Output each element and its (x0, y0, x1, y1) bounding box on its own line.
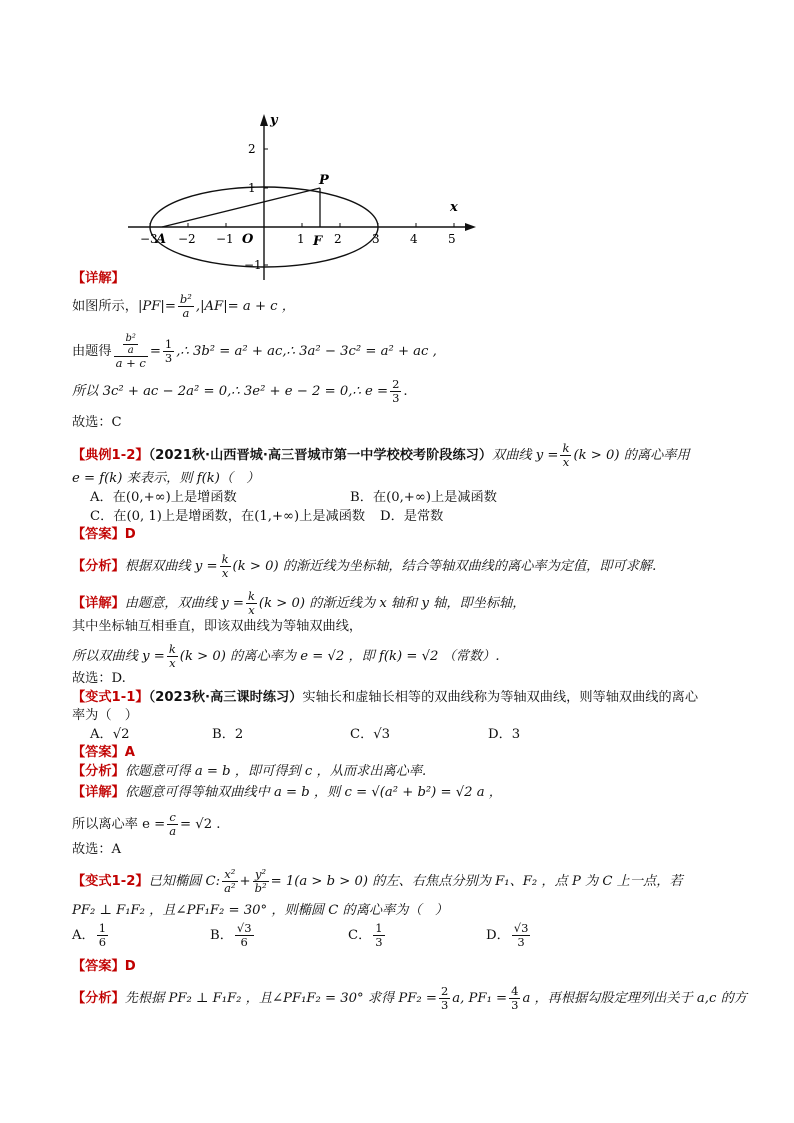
detail-line: 所以双曲线 y = $\frac{k}{x}$ (k > 0) 的离心率为 e = √2 ，即 f(k) = √2 （常数）. (72, 642, 500, 670)
option-c: C．在(0, 1)上是增函数，在(1,+∞)上是减函数 (90, 509, 366, 524)
x-tick-label: 3 (372, 232, 380, 246)
detail-line: 所以 3c² + ac − 2a² = 0,∴ 3e² + e − 2 = 0,∴ e = $\frac{2}{3}$ . (72, 377, 408, 405)
detail-line: 由题得 $\frac{\frac{\text{b²}}{a}}{a + c}$ = $\frac{1}{3}$ ,∴ 3b² = a² + ac,∴ 3a² − 3c² = a² + ac , (72, 333, 437, 370)
y-tick-label: 2 (248, 142, 256, 156)
option-a: A．在(0,+∞)上是增函数 (90, 490, 237, 505)
origin-label: O (242, 232, 254, 247)
variant-question: 【变式1-2】已知椭圆 C: $\frac{\text{x²}}{\text{a²}}$ + $\frac{\text{y²}}{\text{b²}}$ = 1(a > b > 0) 的左、右焦点分别为 F₁、F₂ ，点 P 为 C 上一点，若 (72, 867, 683, 895)
choose-line: 故选：C (72, 415, 122, 430)
x-tick-label: −3 (140, 232, 158, 246)
x-tick-label: 2 (334, 232, 342, 246)
analysis-line: 【分析】根据双曲线 y = $\frac{k}{x}$ (k > 0) 的渐近线为坐标轴，结合等轴双曲线的离心率为定值，即可求解. (72, 552, 657, 580)
y-axis-arrow (260, 114, 268, 126)
option-b: B．2 (212, 727, 244, 742)
option-b: B．在(0,+∞)上是减函数 (350, 490, 497, 505)
point-f-label: F (313, 234, 323, 249)
analysis-line: 【分析】先根据 PF₂ ⊥ F₁F₂ ，且∠PF₁F₂ = 30° 求得 PF₂ = $\frac{2}{3}$ a, PF₁ = $\frac{4}{3}$ a ，再根据勾股定理列出关于 a,c 的方 (72, 984, 747, 1012)
option-d: D． $\frac{√3}{3}$ (486, 921, 529, 949)
point-p-label: P (319, 173, 329, 188)
option-d: D．是常数 (380, 509, 444, 524)
option-a: A．√2 (90, 727, 130, 742)
choose-line: 故选：D. (72, 671, 126, 686)
segment-ap (162, 188, 320, 227)
detail-line: 【详解】依题意可得等轴双曲线中 a = b ，则 c = √(a² + b²) = √2 a ， (72, 785, 502, 800)
y-axis-label: y (270, 113, 278, 128)
y-tick-label: 1 (248, 181, 256, 195)
detail-line: 【详解】由题意，双曲线 y = $\frac{k}{x}$ (k > 0) 的渐近线为 x 轴和 y 轴，即坐标轴， (72, 589, 526, 617)
analysis-line: 【分析】依题意可得 a = b ，即可得到 c ，从而求出离心率. (72, 764, 427, 779)
option-b: B． $\frac{√3}{6}$ (210, 921, 252, 949)
x-tick-label: −1 (216, 232, 234, 246)
answer-line: 【答案】D (72, 959, 136, 974)
variant-question: 【变式1-1】（2023秋·高三课时练习）实轴长和虚轴长相等的双曲线称为等轴双曲线，则等轴双曲线的离心 (72, 690, 699, 705)
example-question: 【典例1-2】（2021秋·山西晋城·高三晋城市第一中学校校考阶段练习）双曲线 y = $\frac{k}{x}$ (k > 0) 的离心率用 (72, 441, 690, 469)
x-axis-label: x (450, 200, 458, 215)
option-c: C． $\frac{1}{3}$ (348, 921, 383, 949)
point-a-label: A (156, 232, 167, 247)
answer-line: 【答案】A (72, 745, 135, 760)
option-c: C．√3 (350, 727, 391, 742)
y-tick-label: −1 (244, 258, 262, 272)
variant-question: 率为（ ） (72, 708, 138, 723)
option-d: D．3 (488, 727, 521, 742)
x-tick-label: 5 (448, 232, 456, 246)
choose-line: 故选：A (72, 842, 122, 857)
variant-question: PF₂ ⊥ F₁F₂ ，且∠PF₁F₂ = 30° ，则椭圆 C 的离心率为（ ） (72, 903, 449, 918)
x-axis-arrow (465, 223, 476, 231)
example-question: e = f(k) 来表示，则 f(k)（ ） (72, 471, 260, 486)
detail-line: 其中坐标轴互相垂直，即该双曲线为等轴双曲线， (72, 619, 363, 634)
answer-line: 【答案】D (72, 527, 136, 542)
x-tick-label: 4 (410, 232, 418, 246)
ellipse-figure (120, 108, 480, 283)
detail-heading: 【详解】 (72, 271, 125, 286)
x-tick-label: 1 (297, 232, 305, 246)
x-tick-label: −2 (178, 232, 196, 246)
detail-line: 如图所示，|PF|= $\frac{\text{b²}}{a}$ ,|AF|= a + c ， (72, 292, 295, 320)
detail-line: 所以离心率 e = $\frac{c}{a}$ = √2 . (72, 810, 221, 838)
option-a: A． $\frac{1}{6}$ (72, 921, 107, 949)
